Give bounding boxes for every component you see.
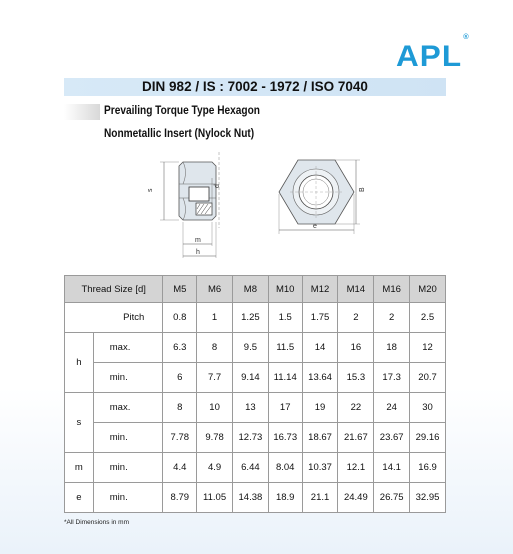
table-cell: 7.7 xyxy=(197,363,233,393)
table-cell: 8 xyxy=(163,393,197,423)
table-cell: 13 xyxy=(232,393,268,423)
table-cell: 24 xyxy=(374,393,410,423)
standard-title: DIN 982 / IS : 7002 - 1972 / ISO 7040 xyxy=(142,79,368,94)
table-cell: 24.49 xyxy=(338,483,374,513)
dim-label-s: s xyxy=(147,188,154,192)
footnote: *All Dimensions in mm xyxy=(64,519,130,526)
dim-label-h: h xyxy=(196,249,200,256)
table-cell: 30 xyxy=(410,393,446,423)
row-label-max: max. xyxy=(93,333,163,363)
table-header-row xyxy=(65,276,446,303)
table-cell: 1 xyxy=(197,303,233,333)
header-size: M6 xyxy=(197,276,233,303)
table-cell: 11.14 xyxy=(268,363,302,393)
header-size: M5 xyxy=(163,276,197,303)
subtitle-accent-bar xyxy=(64,104,100,120)
subtitle-line-2: Nonmetallic Insert (Nylock Nut) xyxy=(104,128,255,140)
table-cell: 21.67 xyxy=(338,423,374,453)
table-cell: 1.75 xyxy=(302,303,338,333)
header-size: M12 xyxy=(302,276,338,303)
table-cell: 12.73 xyxy=(232,423,268,453)
table-cell: 14.1 xyxy=(374,453,410,483)
table-cell: 8.04 xyxy=(268,453,302,483)
table-cell: 4.9 xyxy=(197,453,233,483)
logo-text: APL xyxy=(396,40,463,73)
table-cell: 14.38 xyxy=(232,483,268,513)
header-size: M20 xyxy=(410,276,446,303)
row-label-min: min. xyxy=(93,363,163,393)
dim-label-B: B xyxy=(359,187,366,192)
table-cell: 9.14 xyxy=(232,363,268,393)
table-cell: 16.9 xyxy=(410,453,446,483)
table-cell: 23.67 xyxy=(374,423,410,453)
table-cell: 0.8 xyxy=(163,303,197,333)
table-cell: 2 xyxy=(338,303,374,333)
table-row-s-max xyxy=(65,393,446,423)
group-label-m: m xyxy=(65,453,94,483)
table-cell: 11.5 xyxy=(268,333,302,363)
apl-logo xyxy=(396,34,470,74)
row-label-min: min. xyxy=(93,423,163,453)
table-row-s-min xyxy=(65,423,446,453)
table-cell: 16 xyxy=(338,333,374,363)
table-cell: 10 xyxy=(197,393,233,423)
top-view xyxy=(279,160,360,234)
table-cell: 26.75 xyxy=(374,483,410,513)
dim-label-e: e xyxy=(313,223,317,230)
table-cell: 8 xyxy=(197,333,233,363)
header-size: M16 xyxy=(374,276,410,303)
table-cell: 12 xyxy=(410,333,446,363)
row-label-min: min. xyxy=(93,483,163,513)
table-cell: 9.5 xyxy=(232,333,268,363)
table-cell: 17 xyxy=(268,393,302,423)
dim-label-m: m xyxy=(195,237,201,244)
row-label-max: max. xyxy=(93,393,163,423)
row-label-min: min. xyxy=(93,453,163,483)
table-cell: 6.3 xyxy=(163,333,197,363)
header-size: M10 xyxy=(268,276,302,303)
table-cell: 32.95 xyxy=(410,483,446,513)
dim-label-d: d xyxy=(214,184,221,188)
table-cell: 13.64 xyxy=(302,363,338,393)
table-cell: 17.3 xyxy=(374,363,410,393)
subtitle-line-1: Prevailing Torque Type Hexagon xyxy=(104,105,260,117)
table-cell: 21.1 xyxy=(302,483,338,513)
table-cell: 22 xyxy=(338,393,374,423)
group-label-e: e xyxy=(65,483,94,513)
header-size: M14 xyxy=(338,276,374,303)
table-cell: 15.3 xyxy=(338,363,374,393)
table-cell: 18 xyxy=(374,333,410,363)
nut-technical-drawing xyxy=(140,150,380,265)
group-label-s: s xyxy=(65,393,94,453)
table-cell: 12.1 xyxy=(338,453,374,483)
row-label-pitch: Pitch xyxy=(65,303,163,333)
header-size: M8 xyxy=(232,276,268,303)
header-thread-size: Thread Size [d] xyxy=(65,276,163,303)
table-cell: 11.05 xyxy=(197,483,233,513)
table-cell: 19 xyxy=(302,393,338,423)
table-row-m-min xyxy=(65,453,446,483)
table-cell: 2.5 xyxy=(410,303,446,333)
table-cell: 6 xyxy=(163,363,197,393)
table-cell: 1.25 xyxy=(232,303,268,333)
table-cell: 10.37 xyxy=(302,453,338,483)
table-cell: 16.73 xyxy=(268,423,302,453)
dimension-table xyxy=(64,275,446,513)
group-label-h: h xyxy=(65,333,94,393)
table-cell: 7.78 xyxy=(163,423,197,453)
table-cell: 2 xyxy=(374,303,410,333)
table-cell: 8.79 xyxy=(163,483,197,513)
table-cell: 29.16 xyxy=(410,423,446,453)
table-row-e-min xyxy=(65,483,446,513)
table-cell: 18.9 xyxy=(268,483,302,513)
table-cell: 20.7 xyxy=(410,363,446,393)
side-view xyxy=(160,152,219,258)
table-cell: 1.5 xyxy=(268,303,302,333)
table-cell: 6.44 xyxy=(232,453,268,483)
table-row-pitch xyxy=(65,303,446,333)
table-cell: 18.67 xyxy=(302,423,338,453)
table-cell: 9.78 xyxy=(197,423,233,453)
registered-mark: ® xyxy=(463,34,470,41)
table-cell: 14 xyxy=(302,333,338,363)
table-cell: 4.4 xyxy=(163,453,197,483)
table-row-h-max xyxy=(65,333,446,363)
table-row-h-min xyxy=(65,363,446,393)
